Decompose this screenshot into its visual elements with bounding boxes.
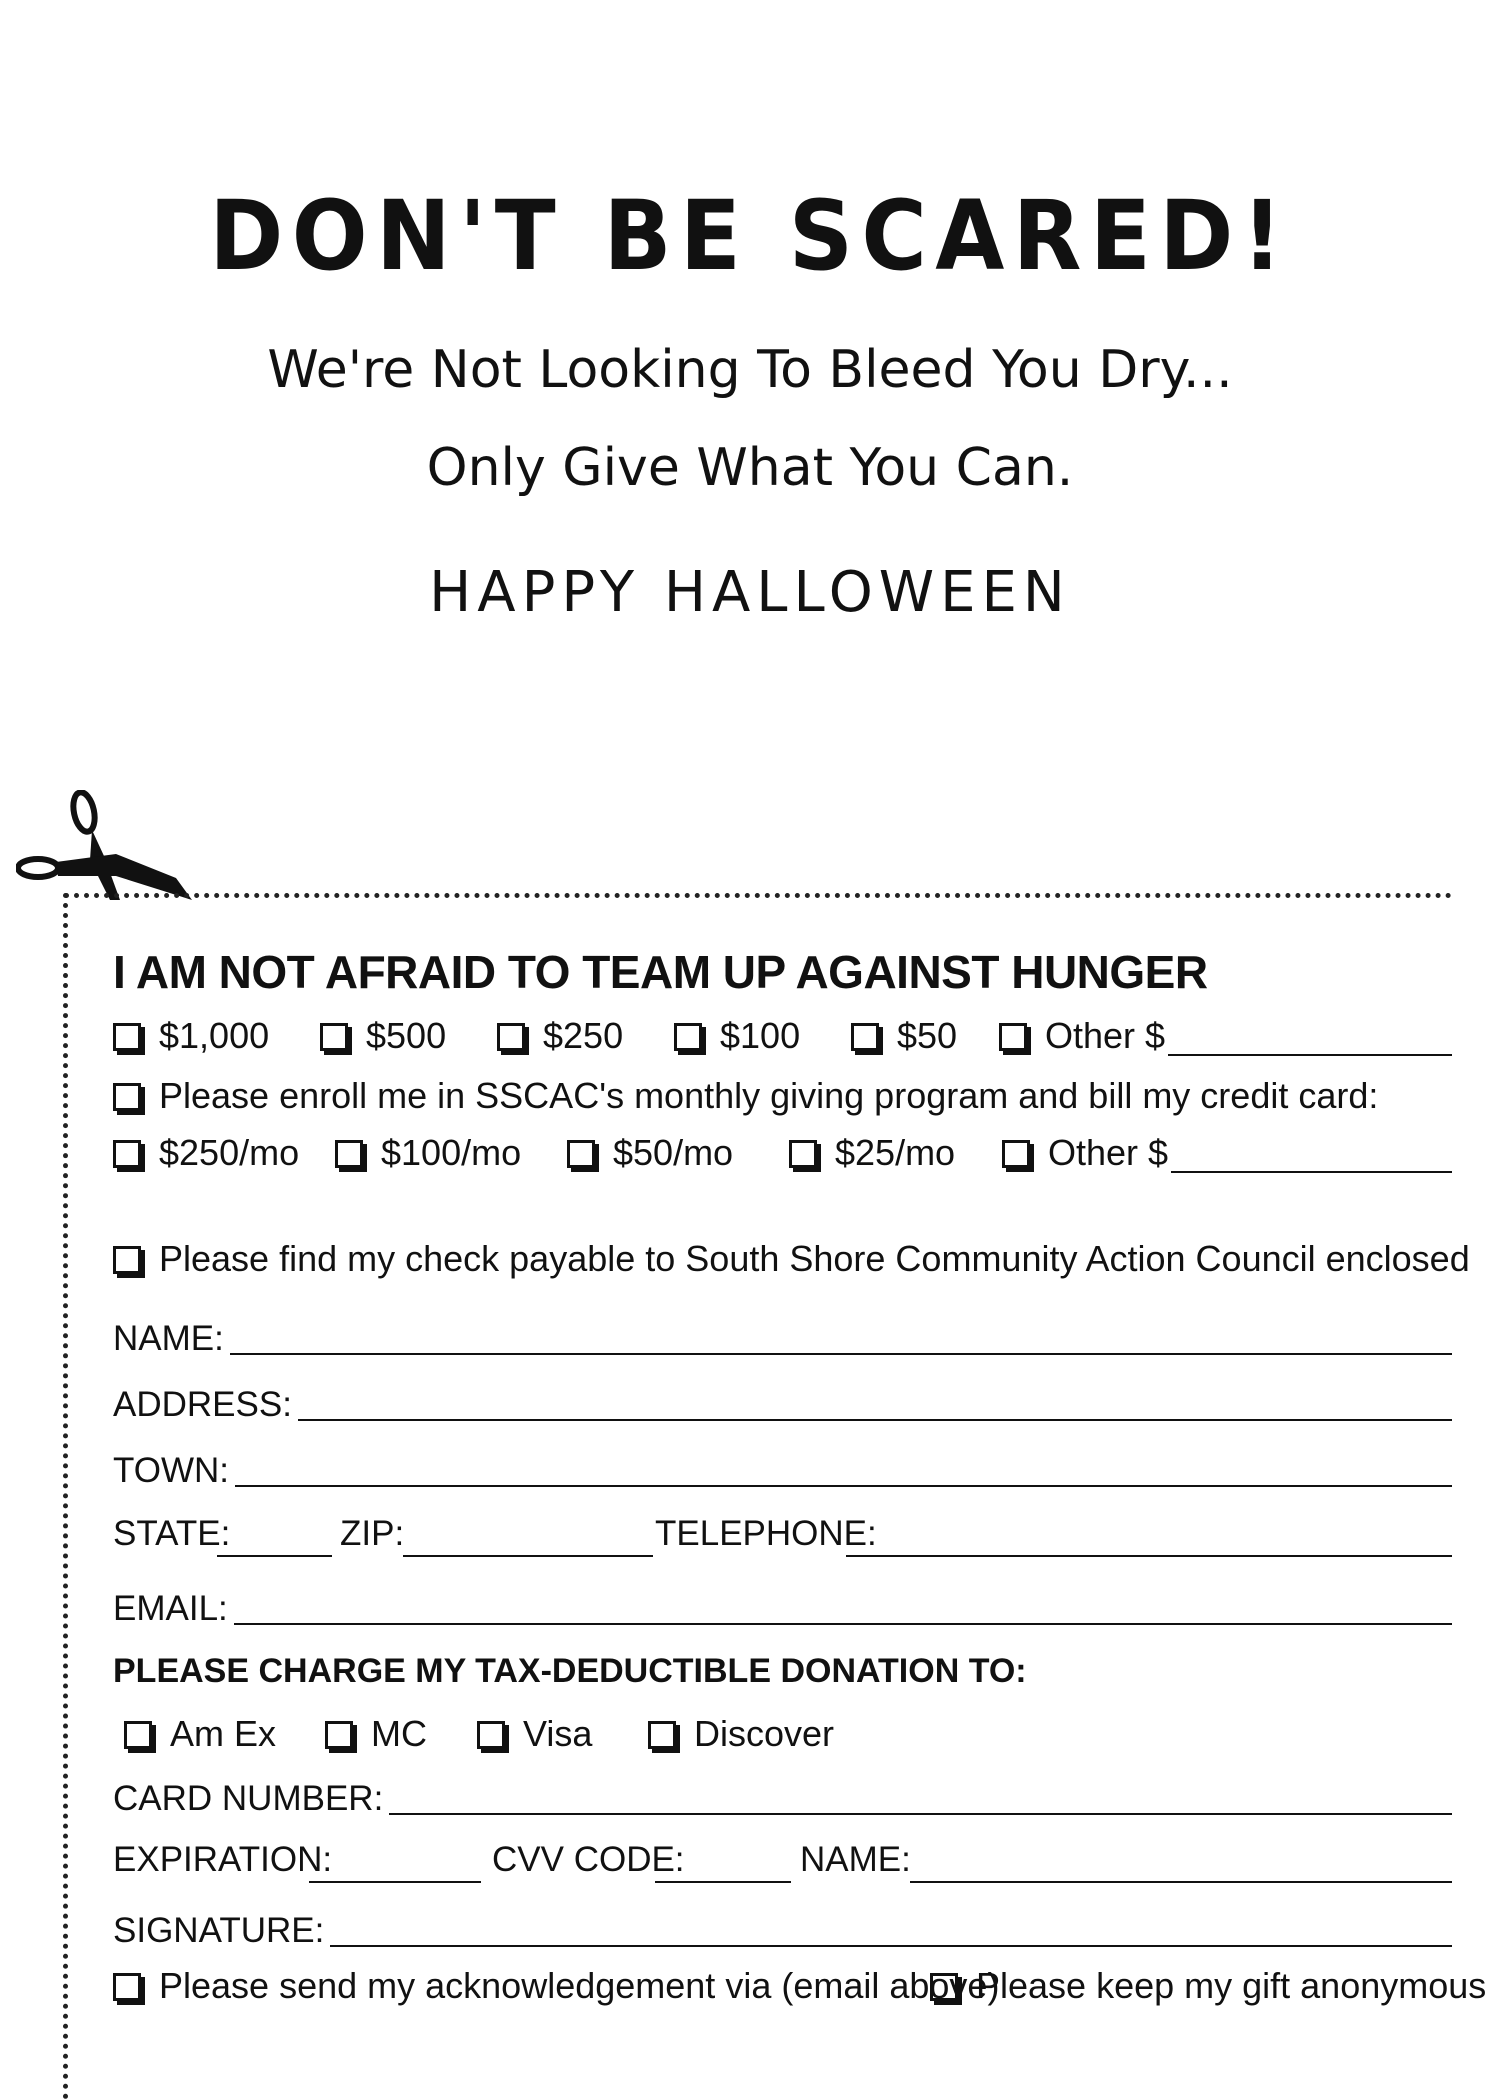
town-field[interactable] [113,1445,1452,1495]
cut-line-vertical [63,893,68,2100]
anonymous-option[interactable]: Please keep my gift anonymous [930,1965,1486,2007]
email-label: EMAIL: [113,1589,234,1629]
telephone-label: TELEPHONE: [655,1514,877,1553]
monthly-enroll-option[interactable]: Please enroll me in SSCAC's monthly giving program and bill my credit card: [113,1075,1378,1117]
checkbox[interactable] [113,1023,141,1051]
zip-label: ZIP: [340,1514,405,1553]
checkbox[interactable] [124,1721,152,1749]
checkbox[interactable] [320,1023,348,1051]
monthly-option-other[interactable]: Other $ [1002,1132,1168,1174]
signature-label: SIGNATURE: [113,1911,330,1951]
signature-field[interactable] [113,1905,1452,1955]
subheadline-2: Only Give What You Can. [426,438,1074,498]
headline: DON'T BE SCARED! [209,180,1291,292]
checkbox[interactable] [851,1023,879,1051]
checkbox[interactable] [497,1023,525,1051]
acknowledgement-option[interactable]: Please send my acknowledgement via (email above) [113,1965,999,2007]
address-field[interactable] [113,1379,1452,1429]
checkbox[interactable] [477,1721,505,1749]
cardholder-name-input[interactable] [910,1881,1452,1883]
monthly-option-25[interactable]: $25/mo [789,1132,955,1174]
checkbox[interactable] [335,1140,363,1168]
cardholder-name-label: NAME: [800,1840,911,1879]
scissors-icon [16,790,196,900]
cvv-label: CVV CODE: [492,1840,685,1879]
amount-option-500[interactable]: $500 [320,1015,446,1057]
checkbox[interactable] [325,1721,353,1749]
state-label: STATE: [113,1514,231,1553]
checkbox[interactable] [113,1246,141,1274]
amount-option-50[interactable]: $50 [851,1015,957,1057]
amount-option-250[interactable]: $250 [497,1015,623,1057]
telephone-input[interactable] [846,1555,1452,1557]
card-option-mc[interactable]: MC [325,1713,427,1755]
monthly-option-100[interactable]: $100/mo [335,1132,521,1174]
charge-title: PLEASE CHARGE MY TAX-DEDUCTIBLE DONATION TO: [113,1652,1027,1690]
cut-line-horizontal [64,893,1452,898]
monthly-option-50[interactable]: $50/mo [567,1132,733,1174]
form-title: I AM NOT AFRAID TO TEAM UP AGAINST HUNGER [113,946,1208,998]
card-number-field[interactable] [113,1773,1452,1823]
amount-option-100[interactable]: $100 [674,1015,800,1057]
amount-option-1000[interactable]: $1,000 [113,1015,269,1057]
name-field[interactable] [113,1313,1452,1363]
expiration-label: EXPIRATION: [113,1840,333,1879]
checkbox[interactable] [674,1023,702,1051]
checkbox[interactable] [789,1140,817,1168]
greeting: HAPPY HALLOWEEN [429,560,1071,625]
check-enclosed-option[interactable]: Please find my check payable to South Shore Community Action Council enclosed [113,1238,1470,1280]
checkbox[interactable] [1002,1140,1030,1168]
checkbox[interactable] [999,1023,1027,1051]
amount-option-other[interactable]: Other $ [999,1015,1165,1057]
town-label: TOWN: [113,1451,235,1491]
email-field[interactable] [113,1583,1452,1633]
card-number-label: CARD NUMBER: [113,1779,389,1819]
checkbox[interactable] [113,1973,141,2001]
state-input[interactable] [217,1555,332,1557]
card-option-amex[interactable]: Am Ex [124,1713,276,1755]
other-amount-input[interactable] [1168,1054,1452,1056]
checkbox[interactable] [567,1140,595,1168]
monthly-other-amount-input[interactable] [1171,1171,1452,1173]
card-option-discover[interactable]: Discover [648,1713,834,1755]
checkbox[interactable] [648,1721,676,1749]
checkbox[interactable] [113,1083,141,1111]
address-label: ADDRESS: [113,1385,298,1425]
cvv-input[interactable] [655,1881,791,1883]
checkbox[interactable] [930,1973,958,2001]
monthly-option-250[interactable]: $250/mo [113,1132,299,1174]
expiration-input[interactable] [309,1881,481,1883]
checkbox[interactable] [113,1140,141,1168]
subheadline-1: We're Not Looking To Bleed You Dry... [267,340,1233,400]
zip-input[interactable] [403,1555,653,1557]
card-option-visa[interactable]: Visa [477,1713,592,1755]
name-label: NAME: [113,1319,230,1359]
